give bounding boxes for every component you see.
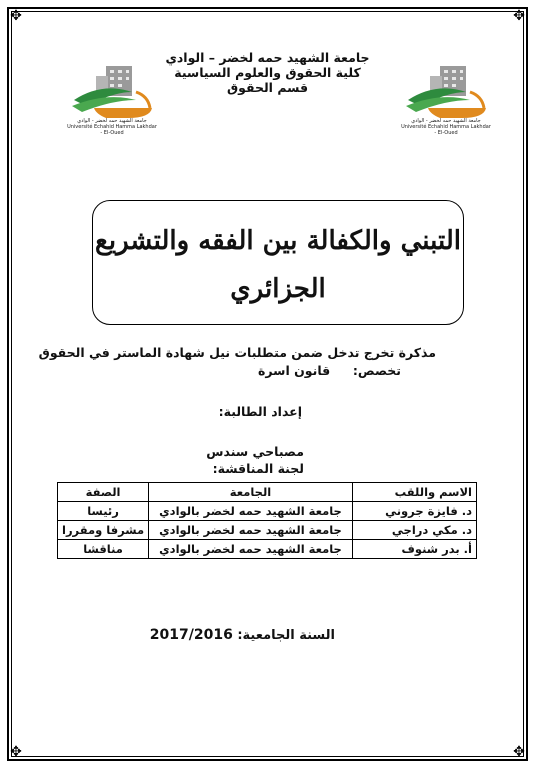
academic-year-label: السنة الجامعية: [237, 628, 335, 643]
thesis-title-box [92, 200, 464, 325]
student-name: مصباحي سندس [206, 444, 304, 459]
thesis-title-line1: التبني والكفالة بين الفقه والتشريع [95, 226, 461, 256]
university-logo-right [400, 62, 492, 136]
logo-caption-latin: Université Echahid Hamma Lakhdar - El-Oued [401, 124, 491, 136]
committee-header-row [58, 483, 477, 502]
header-role: الصفة [58, 483, 149, 502]
member-university: جامعة الشهيد حمه لخضر بالوادي [149, 502, 353, 521]
thesis-title-line2: الجزائري [230, 274, 326, 304]
academic-year-line [150, 627, 335, 643]
logo-caption-latin: Université Echahid Hamma Lakhdar - El-Oued [67, 124, 157, 136]
university-logo-left [66, 62, 158, 136]
faculty-name: كلية الحقوق والعلوم السياسية [174, 65, 361, 80]
member-university: جامعة الشهيد حمه لخضر بالوادي [149, 540, 353, 559]
committee-row [58, 540, 477, 559]
specialization-label: تخصص: [352, 363, 401, 378]
academic-year-value: 2017/2016 [149, 627, 233, 643]
thesis-purpose-note: مذكرة تخرج تدخل ضمن متطلبات نيل شهادة الماستر في الحقوق [38, 345, 436, 360]
member-role: رئيسا [58, 502, 149, 521]
corner-ornament-bottom-right: ✥ [513, 744, 525, 760]
corner-ornament-bottom-left: ✥ [10, 744, 22, 760]
logo-caption-arabic: جامعة الشهيد حمه لخضر - الوادي [77, 118, 147, 124]
member-name: د. مكي دراجي [352, 521, 476, 540]
committee-row [58, 502, 477, 521]
member-role: مشرفا ومقررا [58, 521, 149, 540]
committee-label: لجنة المناقشة: [212, 461, 304, 476]
department-name: قسم الحقوق [226, 80, 309, 95]
corner-ornament-top-left: ✥ [10, 8, 22, 24]
logo-caption-arabic: جامعة الشهيد حمه لخضر - الوادي [411, 118, 481, 124]
university-name: جامعة الشهيد حمه لخضر – الوادي [165, 50, 370, 65]
header-university: الجامعة [149, 483, 353, 502]
committee-row [58, 521, 477, 540]
specialization-value: قانون اسرة [258, 363, 331, 378]
institution-header [150, 50, 385, 95]
specialization-line [258, 363, 401, 378]
member-role: مناقشا [58, 540, 149, 559]
member-name: د. فايزة جروني [352, 502, 476, 521]
header-name: الاسم واللقب [352, 483, 476, 502]
corner-ornament-top-right: ✥ [513, 8, 525, 24]
member-name: أ. بدر شنوف [352, 540, 476, 559]
committee-table [57, 482, 477, 559]
prepared-by-label: إعداد الطالبة: [218, 404, 302, 419]
member-university: جامعة الشهيد حمه لخضر بالوادي [149, 521, 353, 540]
